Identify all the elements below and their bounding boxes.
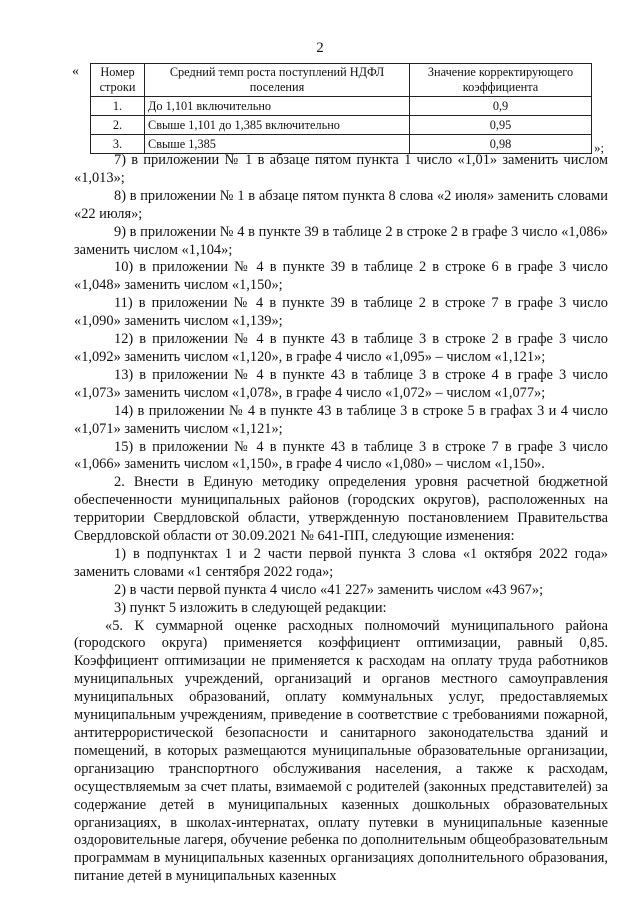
coefficient-cell: 0,9 <box>410 97 592 116</box>
amendment-paragraph: 13) в приложении № 4 в пункте 43 в таблице 3 в строке 4 в графе 3 число «1,073» заменить числом «1,078», в графе 4 число «1,072» – числом «1,077»; <box>74 366 608 401</box>
growth-rate-cell: До 1,101 включительно <box>145 97 410 116</box>
amendment-paragraph: 14) в приложении № 4 в пункте 43 в таблице 3 в строке 5 в графах 3 и 4 число «1,071» заменить числом «1,121»; <box>74 402 608 437</box>
header-row-number: Номер строки <box>91 64 145 97</box>
table-open-quote: « <box>72 64 79 79</box>
amendment-paragraph: 8) в приложении № 1 в абзаце пятом пункта 8 слова «2 июля» заменить словами «22 июля»; <box>74 187 608 222</box>
coefficient-cell: 0,95 <box>410 116 592 135</box>
table-row <box>91 97 592 116</box>
row-number-cell: 3. <box>91 135 145 154</box>
amendment-paragraph: 1) в подпунктах 1 и 2 части первой пункта 3 слова «1 октября 2022 года» заменить словами «1 сентября 2022 года»; <box>74 545 608 580</box>
amendment-paragraph: 9) в приложении № 4 в пункте 39 в таблице 2 в строке 2 в графе 3 число «1,086» заменить числом «1,104»; <box>74 223 608 258</box>
header-growth-rate: Средний темп роста поступлений НДФЛ поселения <box>145 64 410 97</box>
coefficient-cell: 0,98 <box>410 135 592 154</box>
row-number-cell: 2. <box>91 116 145 135</box>
table-header-row <box>91 64 592 97</box>
amendment-paragraph: 15) в приложении № 4 в пункте 43 в таблице 3 в строке 7 в графе 3 число «1,066» заменить числом «1,150», в графе 4 число «1,080» – числом «1,150». <box>74 438 608 473</box>
amendment-paragraph: 2) в части первой пункта 4 число «41 227» заменить числом «43 967»; <box>114 581 544 598</box>
table-row <box>91 116 592 135</box>
table-row <box>91 135 592 154</box>
amendment-paragraph: 11) в приложении № 4 в пункте 39 в таблице 2 в строке 7 в графе 3 число «1,090» заменить числом «1,139»; <box>74 295 608 330</box>
quoted-paragraph: «5. К суммарной оценке расходных полномочий муниципального района (городского округа) применяется коэффициент оптимизации, равный 0,85. Коэффициент оптимизации не применяется к расходам на оплату труда работников муниципальных учреждений, организаций и органов местного самоуправления муниципальных образований, оплату коммунальных услуг, предоставляемых муниципальным учреждениям, приведение в соответствие с требованиями пожарной, антитеррористической безопасности и санитарного законодательства зданий и помещений, в которых размещаются муниципальные образовательные организации, организацию транспортного обслуживания населения, а также к расходам, осуществляемым за счет платы, взимаемой с родителей (законных представителей) за содержание детей в муниципальных казенных дошкольных образовательных организациях, в школах-интернатах, оплату путевки в муниципальные казенные оздоровительные лагеря, обучение ребенка по дополнительным общеобразовательным программам в муниципальных казенных организациях дополнительного образования, питание детей в муниципальных казенных <box>74 617 608 885</box>
header-coefficient: Значение корректирующего коэффициента <box>410 64 592 97</box>
coefficient-table <box>90 63 592 154</box>
amendment-paragraph: 3) пункт 5 изложить в следующей редакции: <box>114 599 387 616</box>
page-number: 2 <box>316 40 324 56</box>
growth-rate-cell: Свыше 1,101 до 1,385 включительно <box>145 116 410 135</box>
growth-rate-cell: Свыше 1,385 <box>145 135 410 154</box>
amendment-paragraph: 10) в приложении № 4 в пункте 39 в таблице 2 в строке 6 в графе 3 число «1,048» заменить числом «1,150»; <box>74 259 608 294</box>
table-close-quote: »; <box>594 140 605 155</box>
row-number-cell: 1. <box>91 97 145 116</box>
amendments-text <box>74 152 608 886</box>
amendment-paragraph: 7) в приложении № 1 в абзаце пятом пункта 1 число «1,01» заменить числом «1,013»; <box>74 152 608 186</box>
section-paragraph: 2. Внести в Единую методику определения уровня расчетной бюджетной обеспеченности муниципальных районов (городских округов), расположенных на территории Свердловской области, утвержденную постановлением Правительства Свердловской области от 30.09.2021 № 641-ПП, следующие изменения: <box>74 474 608 545</box>
amendment-paragraph: 12) в приложении № 4 в пункте 43 в таблице 3 в строке 2 в графе 3 число «1,092» заменить числом «1,120», в графе 4 число «1,095» – числом «1,121»; <box>74 331 608 365</box>
coefficient-table-wrapper <box>90 63 592 154</box>
